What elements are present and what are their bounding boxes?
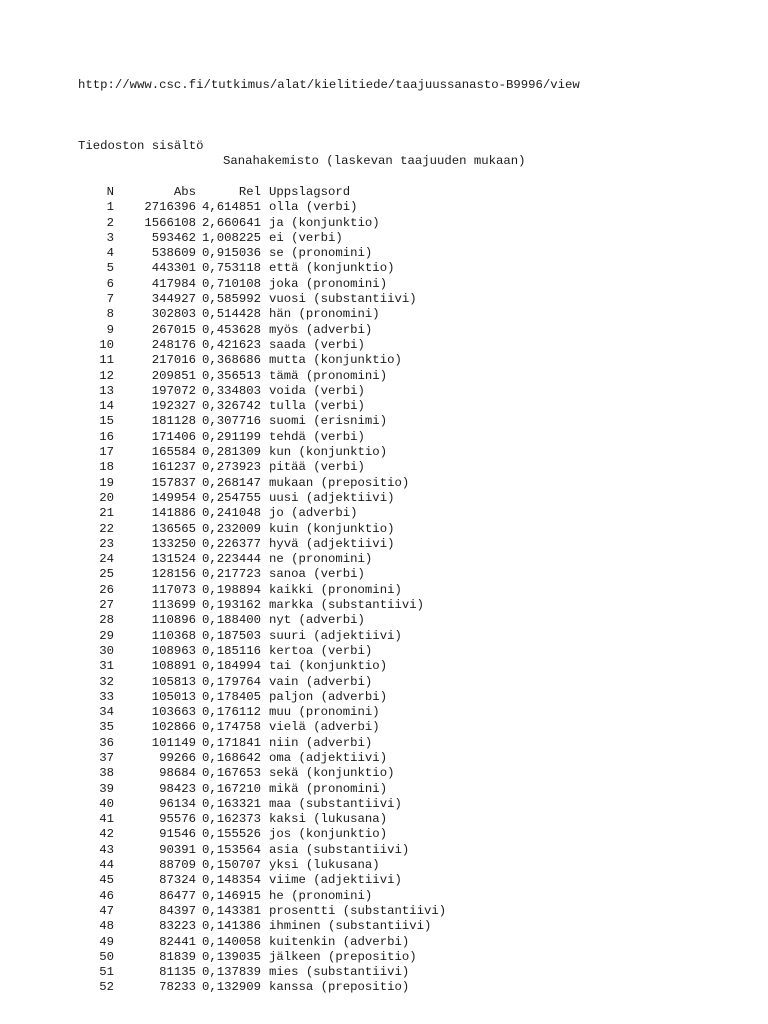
row-rel-frequency: 0,168642 [201, 750, 261, 765]
row-rel-frequency: 0,185116 [201, 643, 261, 658]
table-row [78, 965, 446, 980]
row-rel-frequency: 0,307716 [201, 414, 261, 429]
table-row [78, 200, 446, 215]
row-abs-count: 417984 [151, 276, 196, 291]
table-row [78, 384, 446, 399]
table-row [78, 414, 446, 429]
row-abs-count: 141886 [151, 506, 196, 521]
row-abs-count: 197072 [151, 383, 196, 398]
row-abs-count: 171406 [151, 429, 196, 444]
row-rel-frequency: 0,915036 [201, 246, 261, 261]
row-number: 52 [99, 980, 114, 995]
row-headword: jälkeen (prepositio) [269, 949, 417, 964]
row-abs-count: 110896 [151, 613, 196, 628]
row-abs-count: 302803 [151, 307, 196, 322]
row-headword: sanoa (verbi) [269, 567, 365, 582]
row-rel-frequency: 0,710108 [201, 276, 261, 291]
row-number: 14 [99, 399, 114, 414]
row-number: 45 [99, 873, 114, 888]
page-subheading: Sanahakemisto (laskevan taajuuden mukaan) [223, 154, 526, 168]
row-headword: joka (pronomini) [269, 276, 388, 291]
row-abs-count: 538609 [151, 246, 196, 261]
row-number: 25 [99, 567, 114, 582]
table-row [78, 460, 446, 475]
row-headword: voida (verbi) [269, 383, 365, 398]
table-row [78, 904, 446, 919]
table-row [78, 980, 446, 995]
row-abs-count: 105013 [151, 689, 196, 704]
table-row [78, 858, 446, 873]
row-abs-count: 88709 [159, 858, 196, 873]
row-abs-count: 108963 [151, 643, 196, 658]
row-rel-frequency: 0,241048 [201, 506, 261, 521]
row-rel-frequency: 0,140058 [201, 934, 261, 949]
table-row [78, 935, 446, 950]
row-rel-frequency: 0,188400 [201, 613, 261, 628]
row-rel-frequency: 0,132909 [201, 980, 261, 995]
table-row [78, 231, 446, 246]
row-abs-count: 443301 [151, 261, 196, 276]
row-rel-frequency: 0,163321 [201, 796, 261, 811]
table-row [78, 843, 446, 858]
row-number: 31 [99, 659, 114, 674]
table-row [78, 751, 446, 766]
row-abs-count: 209851 [151, 368, 196, 383]
table-row [78, 307, 446, 322]
row-number: 15 [99, 414, 114, 429]
row-headword: maa (substantiivi) [269, 796, 402, 811]
table-row [78, 598, 446, 613]
table-row [78, 506, 446, 521]
row-number: 32 [99, 674, 114, 689]
row-headword: hän (pronomini) [269, 307, 380, 322]
row-headword: yksi (lukusana) [269, 858, 380, 873]
row-abs-count: 217016 [151, 353, 196, 368]
table-row [78, 736, 446, 751]
row-rel-frequency: 0,179764 [201, 674, 261, 689]
table-row [78, 659, 446, 674]
row-number: 33 [99, 689, 114, 704]
row-abs-count: 165584 [151, 445, 196, 460]
table-row [78, 613, 446, 628]
table-row [78, 246, 446, 261]
row-rel-frequency: 0,326742 [201, 399, 261, 414]
table-row [78, 522, 446, 537]
row-number: 4 [106, 246, 114, 261]
row-headword: niin (adverbi) [269, 735, 373, 750]
row-headword: sekä (konjunktio) [269, 766, 395, 781]
row-abs-count: 267015 [151, 322, 196, 337]
row-number: 30 [99, 643, 114, 658]
row-headword: he (pronomini) [269, 888, 373, 903]
table-row [78, 277, 446, 292]
row-headword: ne (pronomini) [269, 552, 373, 567]
row-headword: markka (substantiivi) [269, 598, 424, 613]
table-row [78, 766, 446, 781]
row-headword: suuri (adjektiivi) [269, 628, 402, 643]
row-rel-frequency: 0,334803 [201, 383, 261, 398]
row-rel-frequency: 0,217723 [201, 567, 261, 582]
row-rel-frequency: 0,141386 [201, 919, 261, 934]
row-headword: se (pronomini) [269, 246, 373, 261]
row-rel-frequency: 0,153564 [201, 842, 261, 857]
row-abs-count: 87324 [159, 873, 196, 888]
row-headword: hyvä (adjektiivi) [269, 536, 395, 551]
row-abs-count: 593462 [151, 230, 196, 245]
row-rel-frequency: 0,162373 [201, 812, 261, 827]
row-rel-frequency: 0,368686 [201, 353, 261, 368]
row-headword: vielä (adverbi) [269, 720, 380, 735]
row-headword: jo (adverbi) [269, 506, 358, 521]
row-number: 41 [99, 812, 114, 827]
row-abs-count: 110368 [151, 628, 196, 643]
table-row [78, 338, 446, 353]
row-headword: suomi (erisnimi) [269, 414, 388, 429]
table-row [78, 567, 446, 582]
row-number: 20 [99, 490, 114, 505]
row-abs-count: 344927 [151, 292, 196, 307]
row-headword: että (konjunktio) [269, 261, 395, 276]
row-number: 35 [99, 720, 114, 735]
row-number: 49 [99, 934, 114, 949]
row-headword: tulla (verbi) [269, 399, 365, 414]
row-number: 47 [99, 903, 114, 918]
table-row [78, 797, 446, 812]
row-abs-count: 84397 [159, 903, 196, 918]
row-rel-frequency: 0,753118 [201, 261, 261, 276]
row-rel-frequency: 0,148354 [201, 873, 261, 888]
column-header-rel: Rel [238, 185, 261, 199]
row-headword: viime (adjektiivi) [269, 873, 402, 888]
row-headword: mukaan (prepositio) [269, 475, 410, 490]
row-headword: tämä (pronomini) [269, 368, 388, 383]
row-abs-count: 161237 [151, 460, 196, 475]
row-number: 6 [106, 276, 114, 291]
row-rel-frequency: 0,514428 [201, 307, 261, 322]
row-rel-frequency: 2,660641 [201, 215, 261, 230]
row-rel-frequency: 0,223444 [201, 552, 261, 567]
row-abs-count: 149954 [151, 490, 196, 505]
row-number: 24 [99, 552, 114, 567]
row-abs-count: 248176 [151, 337, 196, 352]
row-headword: myös (adverbi) [269, 322, 373, 337]
row-headword: kuitenkin (adverbi) [269, 934, 410, 949]
row-number: 34 [99, 705, 114, 720]
row-rel-frequency: 0,167210 [201, 781, 261, 796]
row-rel-frequency: 0,150707 [201, 858, 261, 873]
row-number: 27 [99, 598, 114, 613]
row-abs-count: 103663 [151, 705, 196, 720]
row-number: 36 [99, 735, 114, 750]
row-headword: olla (verbi) [269, 200, 358, 215]
table-row [78, 919, 446, 934]
row-abs-count: 81135 [159, 965, 196, 980]
column-header-n: N [106, 185, 114, 199]
row-rel-frequency: 0,137839 [201, 965, 261, 980]
row-number: 5 [106, 261, 114, 276]
row-abs-count: 157837 [151, 475, 196, 490]
row-number: 2 [106, 215, 114, 230]
table-row [78, 827, 446, 842]
row-rel-frequency: 0,453628 [201, 322, 261, 337]
row-rel-frequency: 0,176112 [201, 705, 261, 720]
row-rel-frequency: 1,008225 [201, 230, 261, 245]
row-rel-frequency: 0,198894 [201, 582, 261, 597]
table-row [78, 583, 446, 598]
row-rel-frequency: 0,193162 [201, 598, 261, 613]
row-abs-count: 102866 [151, 720, 196, 735]
table-row [78, 873, 446, 888]
column-header-abs: Abs [173, 185, 196, 199]
row-headword: uusi (adjektiivi) [269, 490, 395, 505]
row-number: 21 [99, 506, 114, 521]
row-headword: asia (substantiivi) [269, 842, 410, 857]
row-headword: ja (konjunktio) [269, 215, 380, 230]
row-number: 42 [99, 827, 114, 842]
row-number: 9 [106, 322, 114, 337]
row-headword: vain (adverbi) [269, 674, 373, 689]
row-abs-count: 2716396 [144, 200, 196, 215]
row-number: 44 [99, 858, 114, 873]
row-number: 22 [99, 521, 114, 536]
row-rel-frequency: 4,614851 [201, 200, 261, 215]
row-number: 7 [106, 292, 114, 307]
table-row [78, 950, 446, 965]
row-headword: kanssa (prepositio) [269, 980, 410, 995]
row-number: 18 [99, 460, 114, 475]
row-rel-frequency: 0,356513 [201, 368, 261, 383]
row-headword: kuin (konjunktio) [269, 521, 395, 536]
row-headword: kertoa (verbi) [269, 643, 373, 658]
table-row [78, 353, 446, 368]
row-headword: kaksi (lukusana) [269, 812, 388, 827]
row-headword: muu (pronomini) [269, 705, 380, 720]
row-rel-frequency: 0,268147 [201, 475, 261, 490]
row-abs-count: 113699 [151, 598, 196, 613]
row-headword: tehdä (verbi) [269, 429, 365, 444]
row-abs-count: 90391 [159, 842, 196, 857]
row-headword: nyt (adverbi) [269, 613, 365, 628]
row-number: 16 [99, 429, 114, 444]
row-abs-count: 192327 [151, 399, 196, 414]
row-abs-count: 86477 [159, 888, 196, 903]
table-row [78, 720, 446, 735]
row-abs-count: 98423 [159, 781, 196, 796]
row-rel-frequency: 0,171841 [201, 735, 261, 750]
row-rel-frequency: 0,167653 [201, 766, 261, 781]
row-abs-count: 95576 [159, 812, 196, 827]
table-row [78, 812, 446, 827]
table-row [78, 644, 446, 659]
row-rel-frequency: 0,273923 [201, 460, 261, 475]
row-rel-frequency: 0,174758 [201, 720, 261, 735]
table-row [78, 292, 446, 307]
row-headword: oma (adjektiivi) [269, 750, 388, 765]
table-row [78, 399, 446, 414]
row-abs-count: 96134 [159, 796, 196, 811]
table-row [78, 629, 446, 644]
row-abs-count: 81839 [159, 949, 196, 964]
row-number: 3 [106, 230, 114, 245]
row-headword: ihminen (substantiivi) [269, 919, 432, 934]
row-headword: prosentti (substantiivi) [269, 903, 447, 918]
row-abs-count: 108891 [151, 659, 196, 674]
table-row [78, 476, 446, 491]
row-rel-frequency: 0,178405 [201, 689, 261, 704]
row-abs-count: 83223 [159, 919, 196, 934]
row-number: 29 [99, 628, 114, 643]
row-number: 23 [99, 536, 114, 551]
row-rel-frequency: 0,155526 [201, 827, 261, 842]
row-rel-frequency: 0,226377 [201, 536, 261, 551]
row-number: 8 [106, 307, 114, 322]
row-rel-frequency: 0,254755 [201, 490, 261, 505]
table-row [78, 261, 446, 276]
table-row [78, 445, 446, 460]
row-rel-frequency: 0,291199 [201, 429, 261, 444]
row-abs-count: 78233 [159, 980, 196, 995]
row-abs-count: 131524 [151, 552, 196, 567]
row-abs-count: 82441 [159, 934, 196, 949]
row-number: 48 [99, 919, 114, 934]
table-header-row [78, 185, 446, 200]
row-headword: tai (konjunktio) [269, 659, 388, 674]
row-rel-frequency: 0,585992 [201, 292, 261, 307]
source-url[interactable]: http://www.csc.fi/tutkimus/alat/kielitiede/taajuussanasto-B9996/view [78, 78, 580, 92]
row-rel-frequency: 0,281309 [201, 445, 261, 460]
row-number: 40 [99, 796, 114, 811]
table-body [78, 200, 446, 995]
row-rel-frequency: 0,421623 [201, 337, 261, 352]
row-number: 38 [99, 766, 114, 781]
row-abs-count: 105813 [151, 674, 196, 689]
row-abs-count: 133250 [151, 536, 196, 551]
row-number: 26 [99, 582, 114, 597]
table-row [78, 537, 446, 552]
table-row [78, 782, 446, 797]
row-number: 46 [99, 888, 114, 903]
table-row [78, 552, 446, 567]
row-number: 10 [99, 337, 114, 352]
row-headword: mikä (pronomini) [269, 781, 388, 796]
row-headword: paljon (adverbi) [269, 689, 388, 704]
row-rel-frequency: 0,232009 [201, 521, 261, 536]
row-number: 11 [99, 353, 114, 368]
row-abs-count: 117073 [151, 582, 196, 597]
table-row [78, 690, 446, 705]
row-headword: vuosi (substantiivi) [269, 292, 417, 307]
row-number: 43 [99, 842, 114, 857]
row-rel-frequency: 0,146915 [201, 888, 261, 903]
row-number: 17 [99, 445, 114, 460]
table-row [78, 889, 446, 904]
column-header-word: Uppslagsord [269, 185, 351, 199]
row-abs-count: 136565 [151, 521, 196, 536]
row-number: 39 [99, 781, 114, 796]
row-rel-frequency: 0,187503 [201, 628, 261, 643]
row-headword: kun (konjunktio) [269, 445, 388, 460]
row-headword: jos (konjunktio) [269, 827, 388, 842]
row-headword: mies (substantiivi) [269, 965, 410, 980]
table-row [78, 430, 446, 445]
table-row [78, 705, 446, 720]
row-headword: ei (verbi) [269, 230, 343, 245]
row-headword: saada (verbi) [269, 337, 365, 352]
row-rel-frequency: 0,143381 [201, 903, 261, 918]
row-rel-frequency: 0,139035 [201, 949, 261, 964]
row-abs-count: 101149 [151, 735, 196, 750]
table-row [78, 369, 446, 384]
table-row [78, 216, 446, 231]
row-headword: kaikki (pronomini) [269, 582, 402, 597]
row-number: 13 [99, 383, 114, 398]
row-headword: pitää (verbi) [269, 460, 365, 475]
row-abs-count: 99266 [159, 750, 196, 765]
row-rel-frequency: 0,184994 [201, 659, 261, 674]
table-row [78, 675, 446, 690]
frequency-table [78, 185, 446, 996]
table-row [78, 323, 446, 338]
row-number: 28 [99, 613, 114, 628]
row-abs-count: 91546 [159, 827, 196, 842]
row-number: 12 [99, 368, 114, 383]
row-number: 37 [99, 750, 114, 765]
page-heading: Tiedoston sisältö [78, 139, 204, 153]
row-headword: mutta (konjunktio) [269, 353, 402, 368]
row-abs-count: 98684 [159, 766, 196, 781]
table-row [78, 491, 446, 506]
row-number: 51 [99, 965, 114, 980]
row-abs-count: 181128 [151, 414, 196, 429]
row-number: 50 [99, 949, 114, 964]
row-number: 1 [106, 200, 114, 215]
row-number: 19 [99, 475, 114, 490]
row-abs-count: 128156 [151, 567, 196, 582]
row-abs-count: 1566108 [144, 215, 196, 230]
